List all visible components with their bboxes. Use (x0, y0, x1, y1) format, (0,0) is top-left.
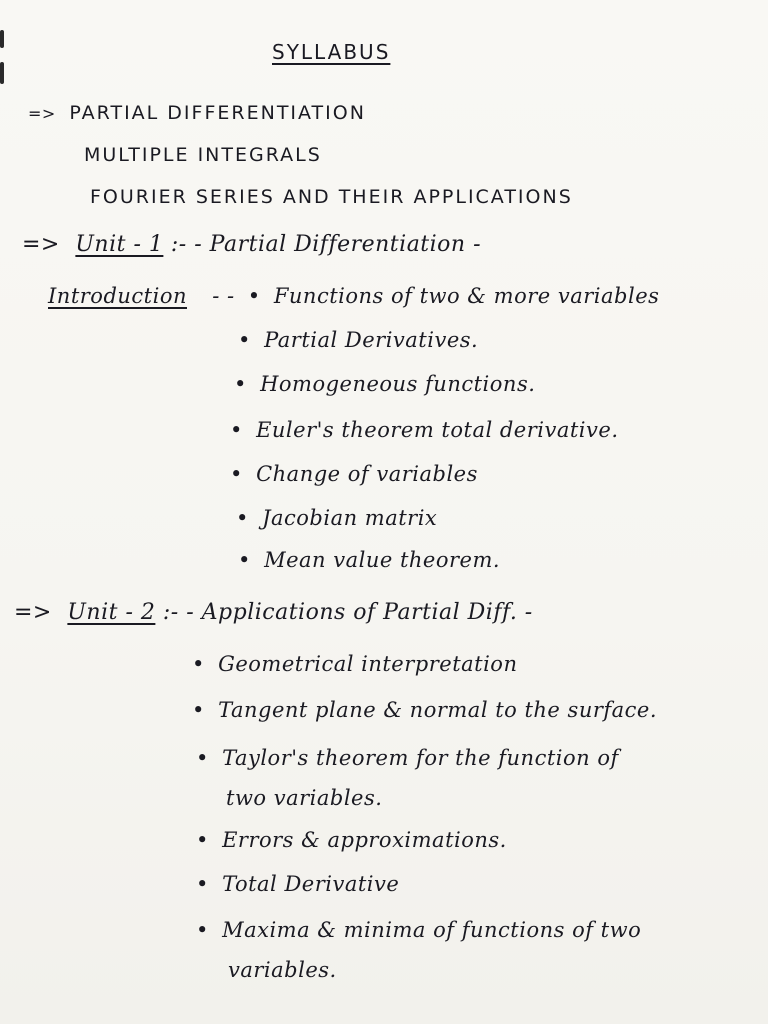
topic-line-1 (28, 102, 366, 124)
unit2-item: Maxima & minima of functions of two (222, 918, 642, 942)
page-title: SYLLABUS (272, 40, 391, 64)
bullet-icon: • (196, 828, 209, 852)
unit1-item: Homogeneous functions. (260, 372, 536, 396)
unit1-heading (22, 232, 481, 257)
margin-mark (0, 30, 4, 48)
intro-dash: - - (212, 284, 235, 308)
topic-item: PARTIAL DIFFERENTIATION (69, 102, 366, 124)
unit1-item-line (236, 506, 437, 530)
unit1-item-line (230, 418, 619, 442)
unit2-item-line (196, 918, 641, 942)
bullet-icon: • (192, 698, 205, 722)
unit2-item-line (192, 652, 517, 676)
unit2-item: Total Derivative (222, 872, 400, 896)
bullet-icon: • (234, 372, 247, 396)
unit2-item: Taylor's theorem for the function of (222, 746, 619, 770)
bullet-icon: • (247, 284, 261, 308)
unit1-item: Change of variables (256, 462, 478, 486)
bullet-icon: • (230, 418, 243, 442)
bullet-icon: • (196, 746, 209, 770)
unit1-item-line (230, 462, 478, 486)
arrow-icon: => (28, 104, 56, 123)
bullet-icon: • (196, 872, 209, 896)
topic-item: MULTIPLE INTEGRALS (84, 144, 322, 166)
unit2-item: Errors & approximations. (222, 828, 507, 852)
arrow-icon: => (22, 232, 60, 257)
bullet-icon: • (238, 548, 251, 572)
unit2-item: Geometrical interpretation (218, 652, 518, 676)
unit1-item-line (238, 548, 500, 572)
bullet-icon: • (230, 462, 243, 486)
unit2-label: Unit - 2 (67, 600, 156, 625)
unit2-item-line (196, 828, 507, 852)
unit2-item-line (192, 698, 657, 722)
topic-item: FOURIER SERIES AND THEIR APPLICATIONS (90, 186, 573, 208)
unit2-title: :- - Applications of Partial Diff. - (162, 600, 533, 625)
unit1-item-line (238, 328, 478, 352)
margin-mark (0, 62, 4, 84)
bullet-icon: • (196, 918, 209, 942)
bullet-icon: • (192, 652, 205, 676)
intro-label: Introduction (48, 284, 187, 308)
unit2-item-continuation: variables. (228, 958, 337, 982)
unit1-item: Euler's theorem total derivative. (256, 418, 619, 442)
unit1-item: Partial Derivatives. (264, 328, 479, 352)
unit1-intro-line (48, 284, 659, 308)
unit2-item-continuation: two variables. (226, 786, 383, 810)
unit1-item: Mean value theorem. (264, 548, 501, 572)
unit1-title: :- - Partial Differentiation - (170, 232, 482, 257)
arrow-icon: => (14, 600, 52, 625)
unit2-heading (14, 600, 533, 625)
unit1-item-line (234, 372, 535, 396)
unit2-item-line (196, 872, 399, 896)
unit1-item: Jacobian matrix (262, 506, 438, 530)
unit1-item: Functions of two & more variables (273, 284, 660, 308)
bullet-icon: • (238, 328, 251, 352)
unit2-item-line (196, 746, 619, 770)
bullet-icon: • (236, 506, 249, 530)
unit1-label: Unit - 1 (75, 232, 164, 257)
unit2-item: Tangent plane & normal to the surface. (218, 698, 658, 722)
